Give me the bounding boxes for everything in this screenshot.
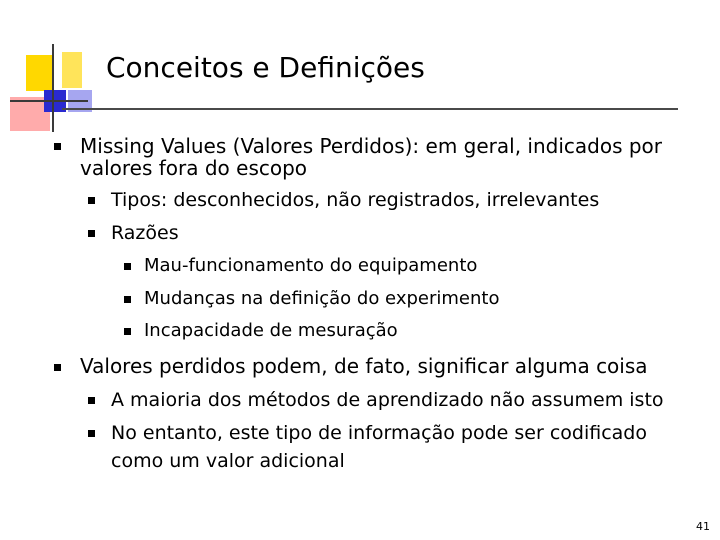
bullet-l3-text: Mudanças na definição do experimento — [144, 288, 500, 309]
bullet-l1-text: Missing Values (Valores Perdidos): em geral, indicados por — [80, 134, 663, 158]
bullet-l3-text: Incapacidade de mesuração — [144, 320, 398, 341]
decor-yellow-square — [26, 55, 54, 91]
decor-yellow-square-small — [62, 52, 82, 88]
page-number: 41 — [696, 520, 710, 533]
bullet-l2-text: No entanto, este tipo de informação pode ser codificado — [111, 422, 647, 444]
decor-horizontal-line — [10, 100, 88, 102]
bullet-l3-text: Mau-funcionamento do equipamento — [144, 255, 478, 276]
bullet-marker — [88, 197, 95, 204]
bullet-marker — [54, 364, 61, 371]
bullet-l1-text: Valores perdidos podem, de fato, significar alguma coisa — [80, 354, 648, 378]
bullet-marker — [124, 328, 131, 335]
bullet-l2-text: A maioria dos métodos de aprendizado não assumem isto — [111, 389, 664, 411]
bullet-marker — [124, 263, 131, 270]
bullet-marker — [54, 143, 61, 150]
bullet-l2-text: Tipos: desconhecidos, não registrados, irrelevantes — [111, 189, 600, 211]
bullet-l2-text-cont: como um valor adicional — [111, 450, 345, 472]
bullet-marker — [88, 230, 95, 237]
bullet-marker — [88, 397, 95, 404]
bullet-l2-text: Razões — [111, 222, 179, 244]
bullet-l1-text-cont: valores fora do escopo — [80, 156, 308, 180]
title-rule — [62, 108, 678, 110]
slide-title: Conceitos e Definições — [106, 51, 425, 84]
bullet-marker — [88, 430, 95, 437]
decor-vertical-line — [52, 44, 54, 132]
bullet-marker — [124, 296, 131, 303]
